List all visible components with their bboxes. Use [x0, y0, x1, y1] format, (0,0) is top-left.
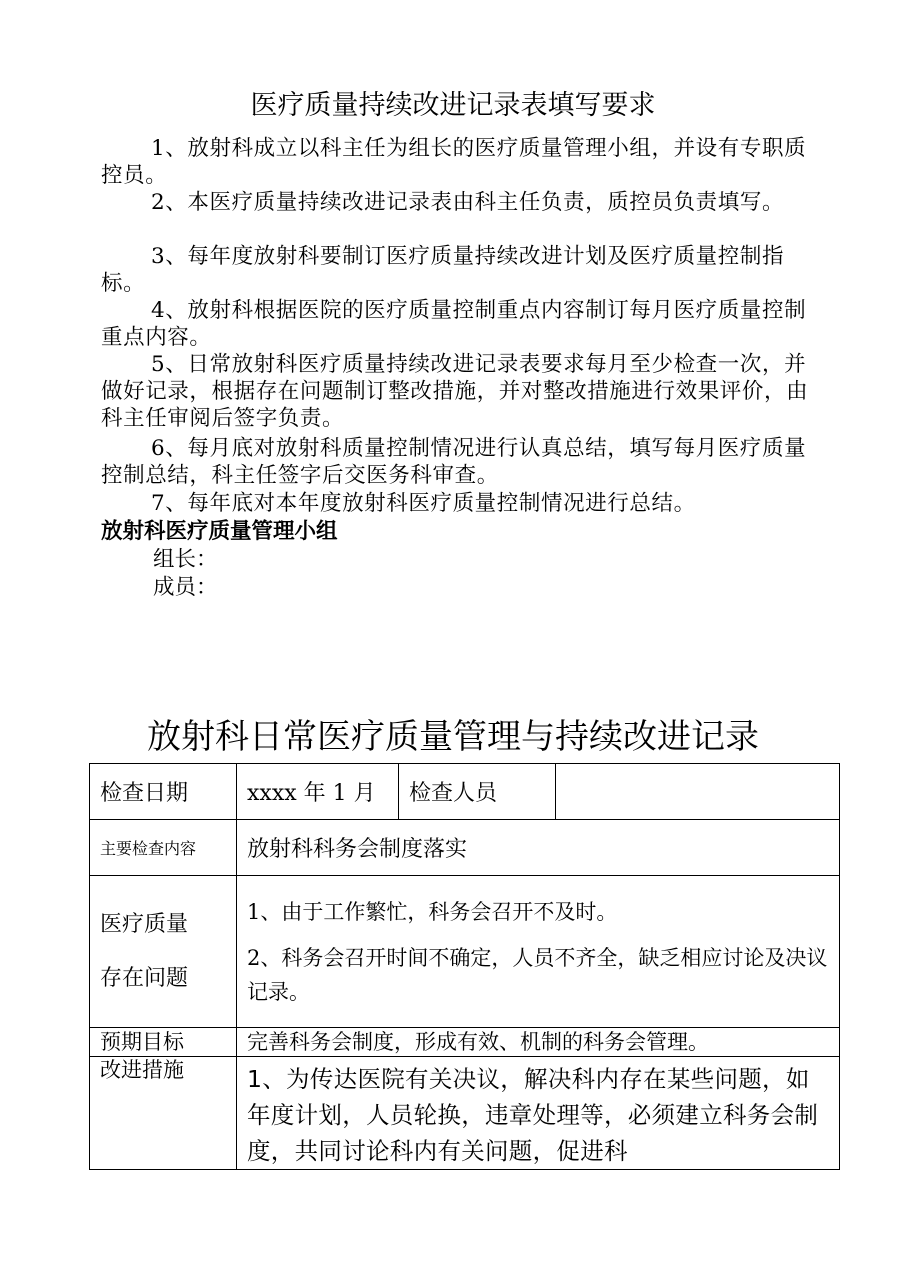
inspector-label: 检查人员: [399, 764, 556, 820]
record-title: 放射科日常医疗质量管理与持续改进记录: [147, 717, 759, 757]
date-value: xxxx 年 1 月: [237, 764, 399, 820]
goal-value: 完善科务会制度，形成有效、机制的科务会管理。: [237, 1028, 840, 1057]
content-value: 放射科科务会制度落实: [237, 820, 840, 876]
issue-item: 2、科务会召开时间不确定，人员不齐全，缺乏相应讨论及决议记录。: [247, 945, 828, 1004]
inspector-value: [556, 764, 840, 820]
issues-label-line1: 医疗质量: [100, 911, 189, 937]
requirement-7: 7、每年底对本年度放射科医疗质量控制情况进行总结。: [151, 491, 696, 516]
date-label: 检查日期: [90, 764, 237, 820]
group-leader-label: 组长：: [153, 547, 218, 572]
goal-label: 预期目标: [90, 1028, 237, 1057]
requirement-2: 2、本医疗质量持续改进记录表由科主任负责，质控员负责填写。: [151, 190, 785, 215]
issues-value: [237, 876, 840, 1028]
document-title: 医疗质量持续改进记录表填写要求: [250, 90, 656, 121]
content-label: 主要检查内容: [90, 820, 237, 876]
record-table: [89, 763, 840, 1170]
group-members-label: 成员：: [153, 575, 218, 600]
requirement-4: 4、放射科根据医院的医疗质量控制重点内容制订每月医疗质量控制重点内容。: [101, 298, 807, 350]
table-row: [90, 820, 840, 876]
requirement-1: 1、放射科成立以科主任为组长的医疗质量管理小组，并设有专职质控员。: [101, 136, 807, 188]
requirement-6: 6、每月底对放射科质量控制情况进行认真总结，填写每月医疗质量控制总结，科主任签字后交医务科审查。: [101, 436, 807, 488]
requirement-3: 3、每年度放射科要制订医疗质量持续改进计划及医疗质量控制指标。: [101, 244, 785, 296]
table-row: [90, 764, 840, 820]
issues-label: [90, 876, 237, 1028]
table-row: [90, 876, 840, 1028]
measures-value: 1、为传达医院有关决议，解决科内存在某些问题，如年度计划，人员轮换，违章处理等，必须建立科务会制度，共同讨论科内有关问题，促进科: [237, 1057, 840, 1170]
requirement-5: 5、日常放射科医疗质量持续改进记录表要求每月至少检查一次，并做好记录，根据存在问题制订整改措施，并对整改措施进行效果评价，由科主任审阅后签字负责。: [101, 352, 809, 431]
group-heading: 放射科医疗质量管理小组: [101, 519, 338, 544]
measures-label: 改进措施: [90, 1057, 237, 1170]
table-row: [90, 1057, 840, 1170]
issues-label-line2: 存在问题: [100, 965, 189, 991]
issue-item: 1、由于工作繁忙，科务会召开不及时。: [247, 899, 618, 924]
table-row: [90, 1028, 840, 1057]
